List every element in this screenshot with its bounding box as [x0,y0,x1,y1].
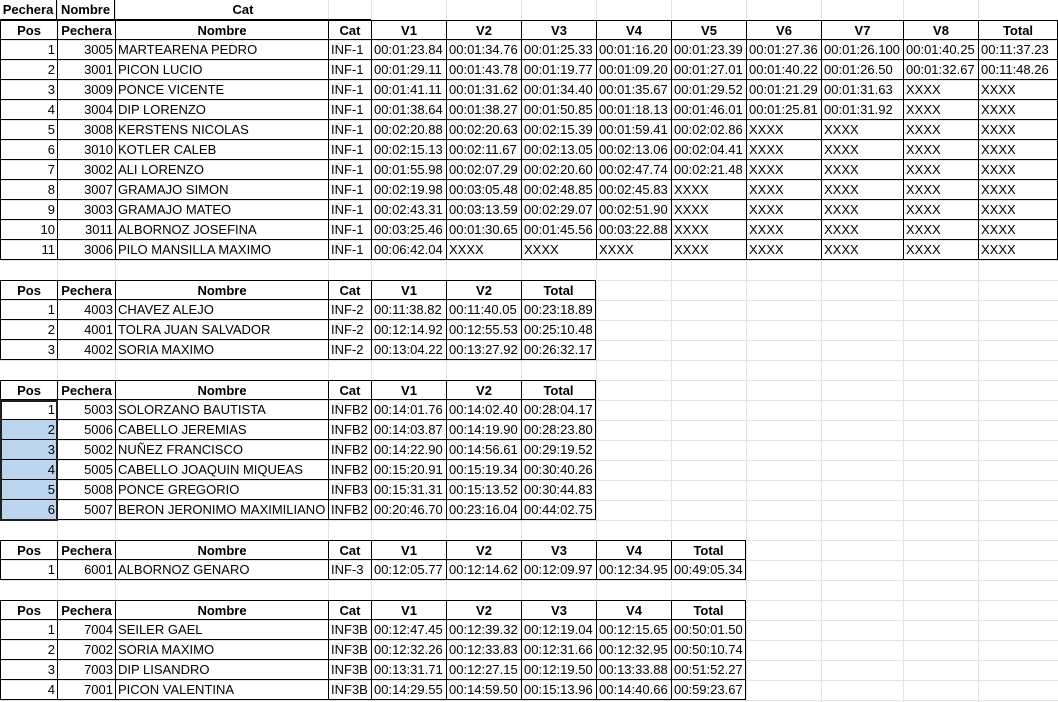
table-cell[interactable]: 5007 [57,500,115,520]
table-cell[interactable]: INF-2 [328,300,371,320]
table-cell[interactable]: XXXX [821,200,903,220]
table-cell[interactable]: XXXX [821,240,903,260]
column-header[interactable]: Cat [328,280,371,300]
column-header[interactable]: Cat [328,380,371,400]
table-cell[interactable]: 00:01:45.56 [521,220,596,240]
table-cell[interactable]: XXXX [903,120,978,140]
table-cell[interactable]: 00:01:25.33 [521,40,596,60]
pos-cell[interactable]: 3 [0,340,57,360]
table-cell[interactable]: GRAMAJO MATEO [115,200,328,220]
table-cell[interactable]: 00:02:43.31 [371,200,446,220]
table-cell[interactable]: XXXX [671,200,746,220]
table-cell[interactable]: PONCE GREGORIO [115,480,328,500]
table-cell[interactable]: 00:02:04.41 [671,140,746,160]
table-cell[interactable]: 00:01:40.25 [903,40,978,60]
table-cell[interactable]: XXXX [978,200,1058,220]
column-header[interactable]: V2 [446,380,521,400]
table-cell[interactable]: INF-1 [328,40,371,60]
column-header[interactable]: Pos [0,280,57,300]
table-cell[interactable]: CABELLO JOAQUIN MIQUEAS [115,460,328,480]
table-cell[interactable]: 00:02:45.83 [596,180,671,200]
table-cell[interactable]: 00:59:23.67 [671,680,746,700]
pos-cell[interactable]: 11 [0,240,57,260]
column-header[interactable]: Pechera [57,540,115,560]
table-cell[interactable]: 00:25:10.48 [521,320,596,340]
table-cell[interactable]: 00:02:15.39 [521,120,596,140]
table-cell[interactable]: 00:01:27.01 [671,60,746,80]
table-cell[interactable]: 3009 [57,80,115,100]
table-cell[interactable]: 00:12:55.53 [446,320,521,340]
table-cell[interactable]: XXXX [746,120,821,140]
table-cell[interactable]: 00:01:16.20 [596,40,671,60]
pos-cell[interactable]: 9 [0,200,57,220]
table-cell[interactable]: XXXX [821,120,903,140]
table-cell[interactable]: 00:12:05.77 [371,560,446,580]
header-cell[interactable]: Cat [115,0,371,20]
table-cell[interactable]: 00:01:43.78 [446,60,521,80]
table-cell[interactable]: XXXX [978,140,1058,160]
table-cell[interactable]: 00:03:22.88 [596,220,671,240]
table-cell[interactable]: INF-1 [328,120,371,140]
table-cell[interactable]: XXXX [978,160,1058,180]
table-cell[interactable]: SOLORZANO BAUTISTA [115,400,328,420]
table-cell[interactable]: 00:01:34.40 [521,80,596,100]
table-cell[interactable]: 00:01:25.81 [746,100,821,120]
table-cell[interactable]: 00:51:52.27 [671,660,746,680]
pos-cell[interactable]: 4 [0,100,57,120]
table-cell[interactable]: 00:02:48.85 [521,180,596,200]
table-cell[interactable]: 00:26:32.17 [521,340,596,360]
column-header[interactable]: Total [521,380,596,400]
table-cell[interactable]: 3004 [57,100,115,120]
column-header[interactable]: V1 [371,540,446,560]
table-cell[interactable]: XXXX [903,80,978,100]
column-header[interactable]: V1 [371,600,446,620]
table-cell[interactable]: PICON VALENTINA [115,680,328,700]
column-header[interactable]: Total [521,280,596,300]
table-cell[interactable]: INFB2 [328,400,371,420]
table-cell[interactable]: 00:01:31.92 [821,100,903,120]
table-cell[interactable]: XXXX [821,180,903,200]
table-cell[interactable]: 7004 [57,620,115,640]
table-cell[interactable]: XXXX [821,220,903,240]
table-cell[interactable]: INF3B [328,660,371,680]
table-cell[interactable]: 3006 [57,240,115,260]
table-cell[interactable]: 00:01:59.41 [596,120,671,140]
column-header[interactable]: V1 [371,380,446,400]
column-header[interactable]: V4 [596,20,671,40]
table-cell[interactable]: 00:03:25.46 [371,220,446,240]
table-cell[interactable]: XXXX [671,180,746,200]
table-cell[interactable]: 00:12:34.95 [596,560,671,580]
table-cell[interactable]: INFB2 [328,500,371,520]
pos-cell[interactable]: 2 [0,420,57,440]
table-cell[interactable]: SORIA MAXIMO [115,340,328,360]
column-header[interactable]: V3 [521,540,596,560]
table-cell[interactable]: 00:12:09.97 [521,560,596,580]
table-cell[interactable]: INF-1 [328,200,371,220]
table-cell[interactable]: 00:12:27.15 [446,660,521,680]
table-cell[interactable]: 00:12:19.04 [521,620,596,640]
table-cell[interactable]: 00:50:10.74 [671,640,746,660]
table-cell[interactable]: 3005 [57,40,115,60]
table-cell[interactable]: 00:01:21.29 [746,80,821,100]
table-cell[interactable]: 00:14:40.66 [596,680,671,700]
column-header[interactable]: Nombre [115,20,328,40]
table-cell[interactable]: 00:15:13.96 [521,680,596,700]
table-cell[interactable]: 00:28:23.80 [521,420,596,440]
table-cell[interactable]: XXXX [978,220,1058,240]
table-cell[interactable]: 00:01:55.98 [371,160,446,180]
table-cell[interactable]: INF-3 [328,560,371,580]
table-cell[interactable]: 00:11:37.23 [978,40,1058,60]
pos-cell[interactable]: 6 [0,140,57,160]
table-cell[interactable]: 00:12:39.32 [446,620,521,640]
table-cell[interactable]: 00:02:21.48 [671,160,746,180]
table-cell[interactable]: 00:23:16.04 [446,500,521,520]
table-cell[interactable]: 3003 [57,200,115,220]
column-header[interactable]: V1 [371,280,446,300]
table-cell[interactable]: 00:01:23.39 [671,40,746,60]
table-cell[interactable]: 00:12:32.95 [596,640,671,660]
table-cell[interactable]: 00:13:27.92 [446,340,521,360]
column-header[interactable]: V4 [596,600,671,620]
column-header[interactable]: V5 [671,20,746,40]
table-cell[interactable]: 00:20:46.70 [371,500,446,520]
table-cell[interactable]: 00:01:31.63 [821,80,903,100]
table-cell[interactable]: 00:02:51.90 [596,200,671,220]
table-cell[interactable]: XXXX [746,240,821,260]
table-cell[interactable]: 00:01:40.22 [746,60,821,80]
table-cell[interactable]: INFB2 [328,440,371,460]
table-cell[interactable]: INF-1 [328,220,371,240]
table-cell[interactable]: XXXX [746,140,821,160]
table-cell[interactable]: XXXX [903,160,978,180]
table-cell[interactable]: 00:12:47.45 [371,620,446,640]
table-cell[interactable]: 00:01:29.52 [671,80,746,100]
table-cell[interactable]: XXXX [978,120,1058,140]
table-cell[interactable]: 00:01:09.20 [596,60,671,80]
table-cell[interactable]: XXXX [903,240,978,260]
column-header[interactable]: Total [978,20,1058,40]
table-cell[interactable]: 00:01:27.36 [746,40,821,60]
table-cell[interactable]: 00:02:13.06 [596,140,671,160]
table-cell[interactable]: 00:14:19.90 [446,420,521,440]
table-cell[interactable]: CABELLO JEREMIAS [115,420,328,440]
table-cell[interactable]: XXXX [671,240,746,260]
table-cell[interactable]: 00:14:59.50 [446,680,521,700]
table-cell[interactable]: 3010 [57,140,115,160]
table-cell[interactable]: KERSTENS NICOLAS [115,120,328,140]
table-cell[interactable]: 00:14:22.90 [371,440,446,460]
table-cell[interactable]: 3011 [57,220,115,240]
table-cell[interactable]: 00:02:29.07 [521,200,596,220]
column-header[interactable]: Pechera [57,380,115,400]
table-cell[interactable]: 00:01:41.11 [371,80,446,100]
table-cell[interactable]: 00:14:29.55 [371,680,446,700]
column-header[interactable]: V1 [371,20,446,40]
pos-cell[interactable]: 3 [0,80,57,100]
table-cell[interactable]: 00:01:26.50 [821,60,903,80]
table-cell[interactable]: 00:30:44.83 [521,480,596,500]
table-cell[interactable]: PILO MANSILLA MAXIMO [115,240,328,260]
column-header[interactable]: Pos [0,540,57,560]
pos-cell[interactable]: 1 [0,300,57,320]
table-cell[interactable]: 00:11:40.05 [446,300,521,320]
table-cell[interactable]: XXXX [821,140,903,160]
column-header[interactable]: Pechera [57,600,115,620]
table-cell[interactable]: INF-1 [328,60,371,80]
table-cell[interactable]: 00:02:11.67 [446,140,521,160]
column-header[interactable]: V6 [746,20,821,40]
table-cell[interactable]: 7001 [57,680,115,700]
column-header[interactable]: V2 [446,20,521,40]
table-cell[interactable]: XXXX [978,80,1058,100]
table-cell[interactable]: BERON JERONIMO MAXIMILIANO [115,500,328,520]
table-cell[interactable]: 00:01:26.100 [821,40,903,60]
table-cell[interactable]: 00:01:29.11 [371,60,446,80]
table-cell[interactable]: ALBORNOZ JOSEFINA [115,220,328,240]
table-cell[interactable]: 00:15:31.31 [371,480,446,500]
table-cell[interactable]: 00:28:04.17 [521,400,596,420]
pos-cell[interactable]: 5 [0,480,57,500]
table-cell[interactable]: SORIA MAXIMO [115,640,328,660]
table-cell[interactable]: 6001 [57,560,115,580]
table-cell[interactable]: XXXX [903,100,978,120]
table-cell[interactable]: PICON LUCIO [115,60,328,80]
table-cell[interactable]: 00:14:03.87 [371,420,446,440]
table-cell[interactable]: 00:06:42.04 [371,240,446,260]
table-cell[interactable]: 00:01:38.64 [371,100,446,120]
table-cell[interactable]: TOLRA JUAN SALVADOR [115,320,328,340]
table-cell[interactable]: INF-1 [328,240,371,260]
table-cell[interactable]: 00:02:20.60 [521,160,596,180]
pos-cell[interactable]: 2 [0,60,57,80]
column-header[interactable]: Nombre [115,540,328,560]
table-cell[interactable]: 00:50:01.50 [671,620,746,640]
table-cell[interactable]: 00:12:33.83 [446,640,521,660]
column-header[interactable]: V3 [521,20,596,40]
table-cell[interactable]: INFB3 [328,480,371,500]
table-cell[interactable]: INF-1 [328,80,371,100]
header-cell[interactable]: Pechera [0,0,57,20]
pos-cell[interactable]: 4 [0,460,57,480]
table-cell[interactable]: 00:01:31.62 [446,80,521,100]
table-cell[interactable]: ALI LORENZO [115,160,328,180]
table-cell[interactable]: XXXX [903,180,978,200]
table-cell[interactable]: 00:11:38.82 [371,300,446,320]
header-cell[interactable]: Nombre [57,0,115,20]
table-cell[interactable]: 00:23:18.89 [521,300,596,320]
table-cell[interactable]: 00:02:15.13 [371,140,446,160]
table-cell[interactable]: 00:03:05.48 [446,180,521,200]
table-cell[interactable]: INFB2 [328,420,371,440]
table-cell[interactable]: XXXX [746,160,821,180]
table-cell[interactable]: 00:12:14.92 [371,320,446,340]
pos-cell[interactable]: 1 [0,560,57,580]
column-header[interactable]: V7 [821,20,903,40]
column-header[interactable]: Total [671,600,746,620]
table-cell[interactable]: 00:15:13.52 [446,480,521,500]
table-cell[interactable]: INF-1 [328,140,371,160]
table-cell[interactable]: XXXX [821,160,903,180]
table-cell[interactable]: 00:02:02.86 [671,120,746,140]
table-cell[interactable]: CHAVEZ ALEJO [115,300,328,320]
table-cell[interactable]: 00:01:23.84 [371,40,446,60]
table-cell[interactable]: 00:30:40.26 [521,460,596,480]
table-cell[interactable]: SEILER GAEL [115,620,328,640]
table-cell[interactable]: 00:12:15.65 [596,620,671,640]
column-header[interactable]: V4 [596,540,671,560]
table-cell[interactable]: 00:01:18.13 [596,100,671,120]
pos-cell[interactable]: 5 [0,120,57,140]
pos-cell[interactable]: 6 [0,500,57,520]
table-cell[interactable]: 00:49:05.34 [671,560,746,580]
table-cell[interactable]: 00:44:02.75 [521,500,596,520]
table-cell[interactable]: XXXX [521,240,596,260]
table-cell[interactable]: 00:03:13.59 [446,200,521,220]
pos-cell[interactable]: 1 [0,620,57,640]
table-cell[interactable]: 3007 [57,180,115,200]
table-cell[interactable]: 00:12:19.50 [521,660,596,680]
table-cell[interactable]: XXXX [746,200,821,220]
column-header[interactable]: V2 [446,540,521,560]
column-header[interactable]: Pos [0,380,57,400]
table-cell[interactable]: 00:15:19.34 [446,460,521,480]
table-cell[interactable]: 00:02:20.63 [446,120,521,140]
table-cell[interactable]: 00:02:07.29 [446,160,521,180]
table-cell[interactable]: XXXX [746,220,821,240]
table-cell[interactable]: 3008 [57,120,115,140]
table-cell[interactable]: 00:01:50.85 [521,100,596,120]
column-header[interactable]: Pechera [57,280,115,300]
pos-cell[interactable]: 4 [0,680,57,700]
table-cell[interactable]: INF-2 [328,340,371,360]
pos-cell[interactable]: 3 [0,660,57,680]
table-cell[interactable]: INF-1 [328,160,371,180]
column-header[interactable]: V8 [903,20,978,40]
table-cell[interactable]: 00:11:48.26 [978,60,1058,80]
table-cell[interactable]: INF3B [328,680,371,700]
column-header[interactable]: Pos [0,20,57,40]
table-cell[interactable]: 00:13:33.88 [596,660,671,680]
table-cell[interactable]: 00:02:13.05 [521,140,596,160]
table-cell[interactable]: 00:01:32.67 [903,60,978,80]
table-cell[interactable]: 00:14:02.40 [446,400,521,420]
table-cell[interactable]: INF-2 [328,320,371,340]
table-cell[interactable]: XXXX [903,220,978,240]
column-header[interactable]: Total [671,540,746,560]
column-header[interactable]: V2 [446,600,521,620]
table-cell[interactable]: XXXX [596,240,671,260]
table-cell[interactable]: 00:12:31.66 [521,640,596,660]
table-cell[interactable]: 00:12:14.62 [446,560,521,580]
table-cell[interactable]: 5003 [57,400,115,420]
column-header[interactable]: Pos [0,600,57,620]
table-cell[interactable]: 00:01:38.27 [446,100,521,120]
pos-cell[interactable]: 1 [0,40,57,60]
table-cell[interactable]: 5008 [57,480,115,500]
table-cell[interactable]: 00:02:20.88 [371,120,446,140]
table-cell[interactable]: XXXX [903,140,978,160]
table-cell[interactable]: 5006 [57,420,115,440]
column-header[interactable]: Cat [328,540,371,560]
table-cell[interactable]: 4002 [57,340,115,360]
column-header[interactable]: V3 [521,600,596,620]
table-cell[interactable]: 00:01:46.01 [671,100,746,120]
table-cell[interactable]: 3001 [57,60,115,80]
table-cell[interactable]: ALBORNOZ GENARO [115,560,328,580]
table-cell[interactable]: 3002 [57,160,115,180]
pos-cell[interactable]: 1 [0,400,57,420]
table-cell[interactable]: 00:29:19.52 [521,440,596,460]
table-cell[interactable]: KOTLER CALEB [115,140,328,160]
table-cell[interactable]: XXXX [903,200,978,220]
column-header[interactable]: Nombre [115,380,328,400]
pos-cell[interactable]: 2 [0,640,57,660]
column-header[interactable]: Nombre [115,600,328,620]
table-cell[interactable]: PONCE VICENTE [115,80,328,100]
table-cell[interactable]: XXXX [746,180,821,200]
table-cell[interactable]: 00:14:01.76 [371,400,446,420]
table-cell[interactable]: 00:02:19.98 [371,180,446,200]
table-cell[interactable]: 00:15:20.91 [371,460,446,480]
column-header[interactable]: Cat [328,20,371,40]
table-cell[interactable]: INFB2 [328,460,371,480]
table-cell[interactable]: 00:14:56.61 [446,440,521,460]
table-cell[interactable]: 7003 [57,660,115,680]
table-cell[interactable]: 00:01:35.67 [596,80,671,100]
table-cell[interactable]: MARTEARENA PEDRO [115,40,328,60]
pos-cell[interactable]: 7 [0,160,57,180]
table-cell[interactable]: 4003 [57,300,115,320]
pos-cell[interactable]: 8 [0,180,57,200]
table-cell[interactable]: 5002 [57,440,115,460]
table-cell[interactable]: XXXX [978,240,1058,260]
column-header[interactable]: Nombre [115,280,328,300]
table-cell[interactable]: XXXX [446,240,521,260]
table-cell[interactable]: INF-1 [328,180,371,200]
table-cell[interactable]: DIP LORENZO [115,100,328,120]
pos-cell[interactable]: 2 [0,320,57,340]
table-cell[interactable]: 00:01:34.76 [446,40,521,60]
table-cell[interactable]: XXXX [978,180,1058,200]
table-cell[interactable]: 00:01:30.65 [446,220,521,240]
column-header[interactable]: Pechera [57,20,115,40]
table-cell[interactable]: 00:12:32.26 [371,640,446,660]
table-cell[interactable]: 4001 [57,320,115,340]
pos-cell[interactable]: 10 [0,220,57,240]
pos-cell[interactable]: 3 [0,440,57,460]
table-cell[interactable]: 7002 [57,640,115,660]
column-header[interactable]: Cat [328,600,371,620]
table-cell[interactable]: 5005 [57,460,115,480]
table-cell[interactable]: 00:13:31.71 [371,660,446,680]
table-cell[interactable]: INF3B [328,640,371,660]
table-cell[interactable]: NUÑEZ FRANCISCO [115,440,328,460]
table-cell[interactable]: INF3B [328,620,371,640]
column-header[interactable]: V2 [446,280,521,300]
table-cell[interactable]: 00:01:19.77 [521,60,596,80]
table-cell[interactable]: INF-1 [328,100,371,120]
table-cell[interactable]: XXXX [671,220,746,240]
table-cell[interactable]: GRAMAJO SIMON [115,180,328,200]
table-cell[interactable]: 00:02:47.74 [596,160,671,180]
table-cell[interactable]: DIP LISANDRO [115,660,328,680]
table-cell[interactable]: 00:13:04.22 [371,340,446,360]
table-cell[interactable]: XXXX [978,100,1058,120]
